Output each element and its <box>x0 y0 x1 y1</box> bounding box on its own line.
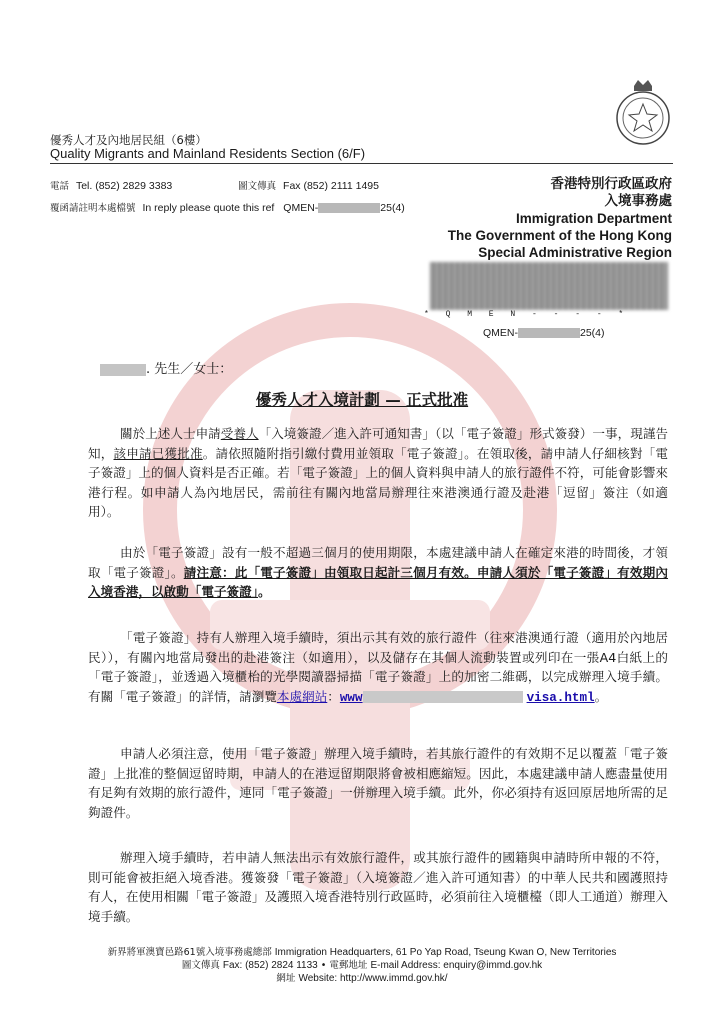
dept-en-1: Immigration Department <box>515 211 672 226</box>
website-link[interactable]: 本處網站 <box>276 688 328 704</box>
ref-suffix: 25(4) <box>380 202 405 214</box>
redaction-block <box>100 364 146 376</box>
paragraph-3 <box>88 628 668 708</box>
p1-text-c: 「入境簽證／進入許可通知書」（以「電子簽證」形式簽發）一事，現謹告知， <box>88 426 669 461</box>
footer-email-zh: 電郵地址 <box>329 960 368 971</box>
footer-web-zh: 網址 <box>276 973 296 984</box>
contact-row <box>50 178 379 192</box>
barcode-ref <box>483 327 605 339</box>
url-part-b[interactable]: visa.html <box>526 690 595 705</box>
p1-approved: 該申請已獲批准 <box>113 445 203 461</box>
p3-text-a: 「電子簽證」持有人辦理入境手續時，須出示其有效的旅行證件（往來港澳通行證（適用於內地居民）），有關內地當局發出的赴港簽注（如適用），以及儲存在其個人流動裝置或列印在一張A4白紙上的「電子簽證」，並透過入境櫃枱的光學閱讀器掃描「電子簽證」上的加密二維碼，以完成辦理入境手續。有關「電子簽證」的詳情，請瀏覽 <box>88 630 668 704</box>
footer-address-zh: 新界將軍澳寶邑路61號入境事務處總部 <box>107 947 272 958</box>
p2-notice: 請注意：此「電子簽證」由領取日起計三個月有效。申請人須於「電子簽證」有效期內入境香港，以啟動「電子簽證」 <box>88 564 669 599</box>
dept-en-3: Special Administrative Region <box>478 245 672 260</box>
p2-text-c: 。 <box>258 584 271 599</box>
p2-text-a: 由於「電子簽證」設有一般不超過三個月的使用期限，本處建議申請人在確定來港的時間後，才領取「電子簽證」。 <box>88 545 668 580</box>
tel-label-zh: 電話 <box>50 181 70 192</box>
p1-text-a: 關於上述人士申請 <box>120 426 221 441</box>
letter-title: 優秀人才入境計劃 — 正式批准 <box>255 391 469 409</box>
footer-address-en: Immigration Headquarters, 61 Po Yap Road, Tseung Kwan O, New Territories <box>274 947 617 958</box>
section-name-zh: 優秀人才及內地居民組（6樓） <box>50 133 207 147</box>
footer <box>0 946 724 985</box>
barcode-redacted <box>430 262 668 310</box>
barcode-ref-suffix: 25(4) <box>580 327 605 339</box>
salutation-text: . 先生／女士： <box>146 362 233 377</box>
ref-label-en: In reply please quote this ref <box>142 202 275 214</box>
p3-text-end: 。 <box>594 688 608 704</box>
redaction-block <box>363 691 523 703</box>
footer-bullet: • <box>320 960 327 971</box>
section-name-en: Quality Migrants and Mainland Residents Section (6/F) <box>50 146 673 164</box>
fax-label-zh: 圖文傳真 <box>238 181 277 192</box>
footer-email-en[interactable]: E-mail Address: enquiry@immd.gov.hk <box>370 960 543 971</box>
fax-number: Fax (852) 2111 1495 <box>283 180 379 192</box>
salutation <box>100 358 232 377</box>
p3-colon: ： <box>327 688 340 704</box>
footer-web-en[interactable]: Website: http://www.immd.gov.hk/ <box>298 973 448 984</box>
ref-prefix: QMEN- <box>283 202 319 214</box>
dept-zh-2: 入境事務處 <box>604 193 672 209</box>
reference-row <box>50 200 405 214</box>
ref-label-zh: 覆函請註明本處檔號 <box>50 203 136 214</box>
redaction-block <box>318 203 380 213</box>
paragraph-5: 辦理入境手續時，若申請人無法出示有效旅行證件，或其旅行證件的國籍與申請時所申報的不符，則可能會被拒絕入境香港。獲簽發「電子簽證」（入境簽證／進入許可通知書）的中華人民共和國護照持有人，在使用相關「電子簽證」及護照入境香港特別行政區時，必須前往入境櫃檯（即人工通道）辦理入境手續。 <box>88 850 668 924</box>
url-part-a[interactable]: www <box>339 690 363 705</box>
department-block <box>448 176 672 261</box>
p1-text-e: 。請依照隨附指引繳付費用並領取「電子簽證」。在領取後，請申請人仔細核對「電子簽證」上的個人資料是否正確。若「電子簽證」上的個人資料與申請人的旅行證件不符，可能會影響來港行程。如申請人為內地居民，需前往有關內地當局辦理往來港澳通行證及赴港「逗留」簽注（如適用）。 <box>88 445 669 519</box>
p1-dependant: 受養人 <box>220 426 259 441</box>
barcode-text: * Q M E N - - - - * <box>424 310 630 319</box>
footer-contact <box>0 959 724 972</box>
barcode-ref-prefix: QMEN- <box>483 327 518 339</box>
footer-fax-zh: 圖文傳真 <box>181 960 220 971</box>
footer-website <box>0 972 724 985</box>
paragraph-4: 申請人必須注意，使用「電子簽證」辦理入境手續時，若其旅行證件的有效期不足以覆蓋「電子簽證」上批准的整個逗留時期，申請人的在港逗留期限將會被相應縮短。因此，本處建議申請人應盡量使用有足夠有效期的旅行證件，連同「電子簽證」一併辦理入境手續。此外，你必須持有返回原居地所需的足夠證件。 <box>88 746 668 820</box>
dept-en-2: The Government of the Hong Kong <box>447 228 672 243</box>
redaction-block <box>518 328 580 338</box>
footer-fax-en: Fax: (852) 2824 1133 <box>222 960 318 971</box>
footer-address <box>0 946 724 959</box>
paragraph-1 <box>88 424 668 522</box>
dept-zh-1: 香港特別行政區政府 <box>550 176 672 192</box>
tel-number: Tel. (852) 2829 3383 <box>75 180 173 192</box>
hk-emblem-icon <box>612 78 674 150</box>
paragraph-2 <box>88 543 668 602</box>
